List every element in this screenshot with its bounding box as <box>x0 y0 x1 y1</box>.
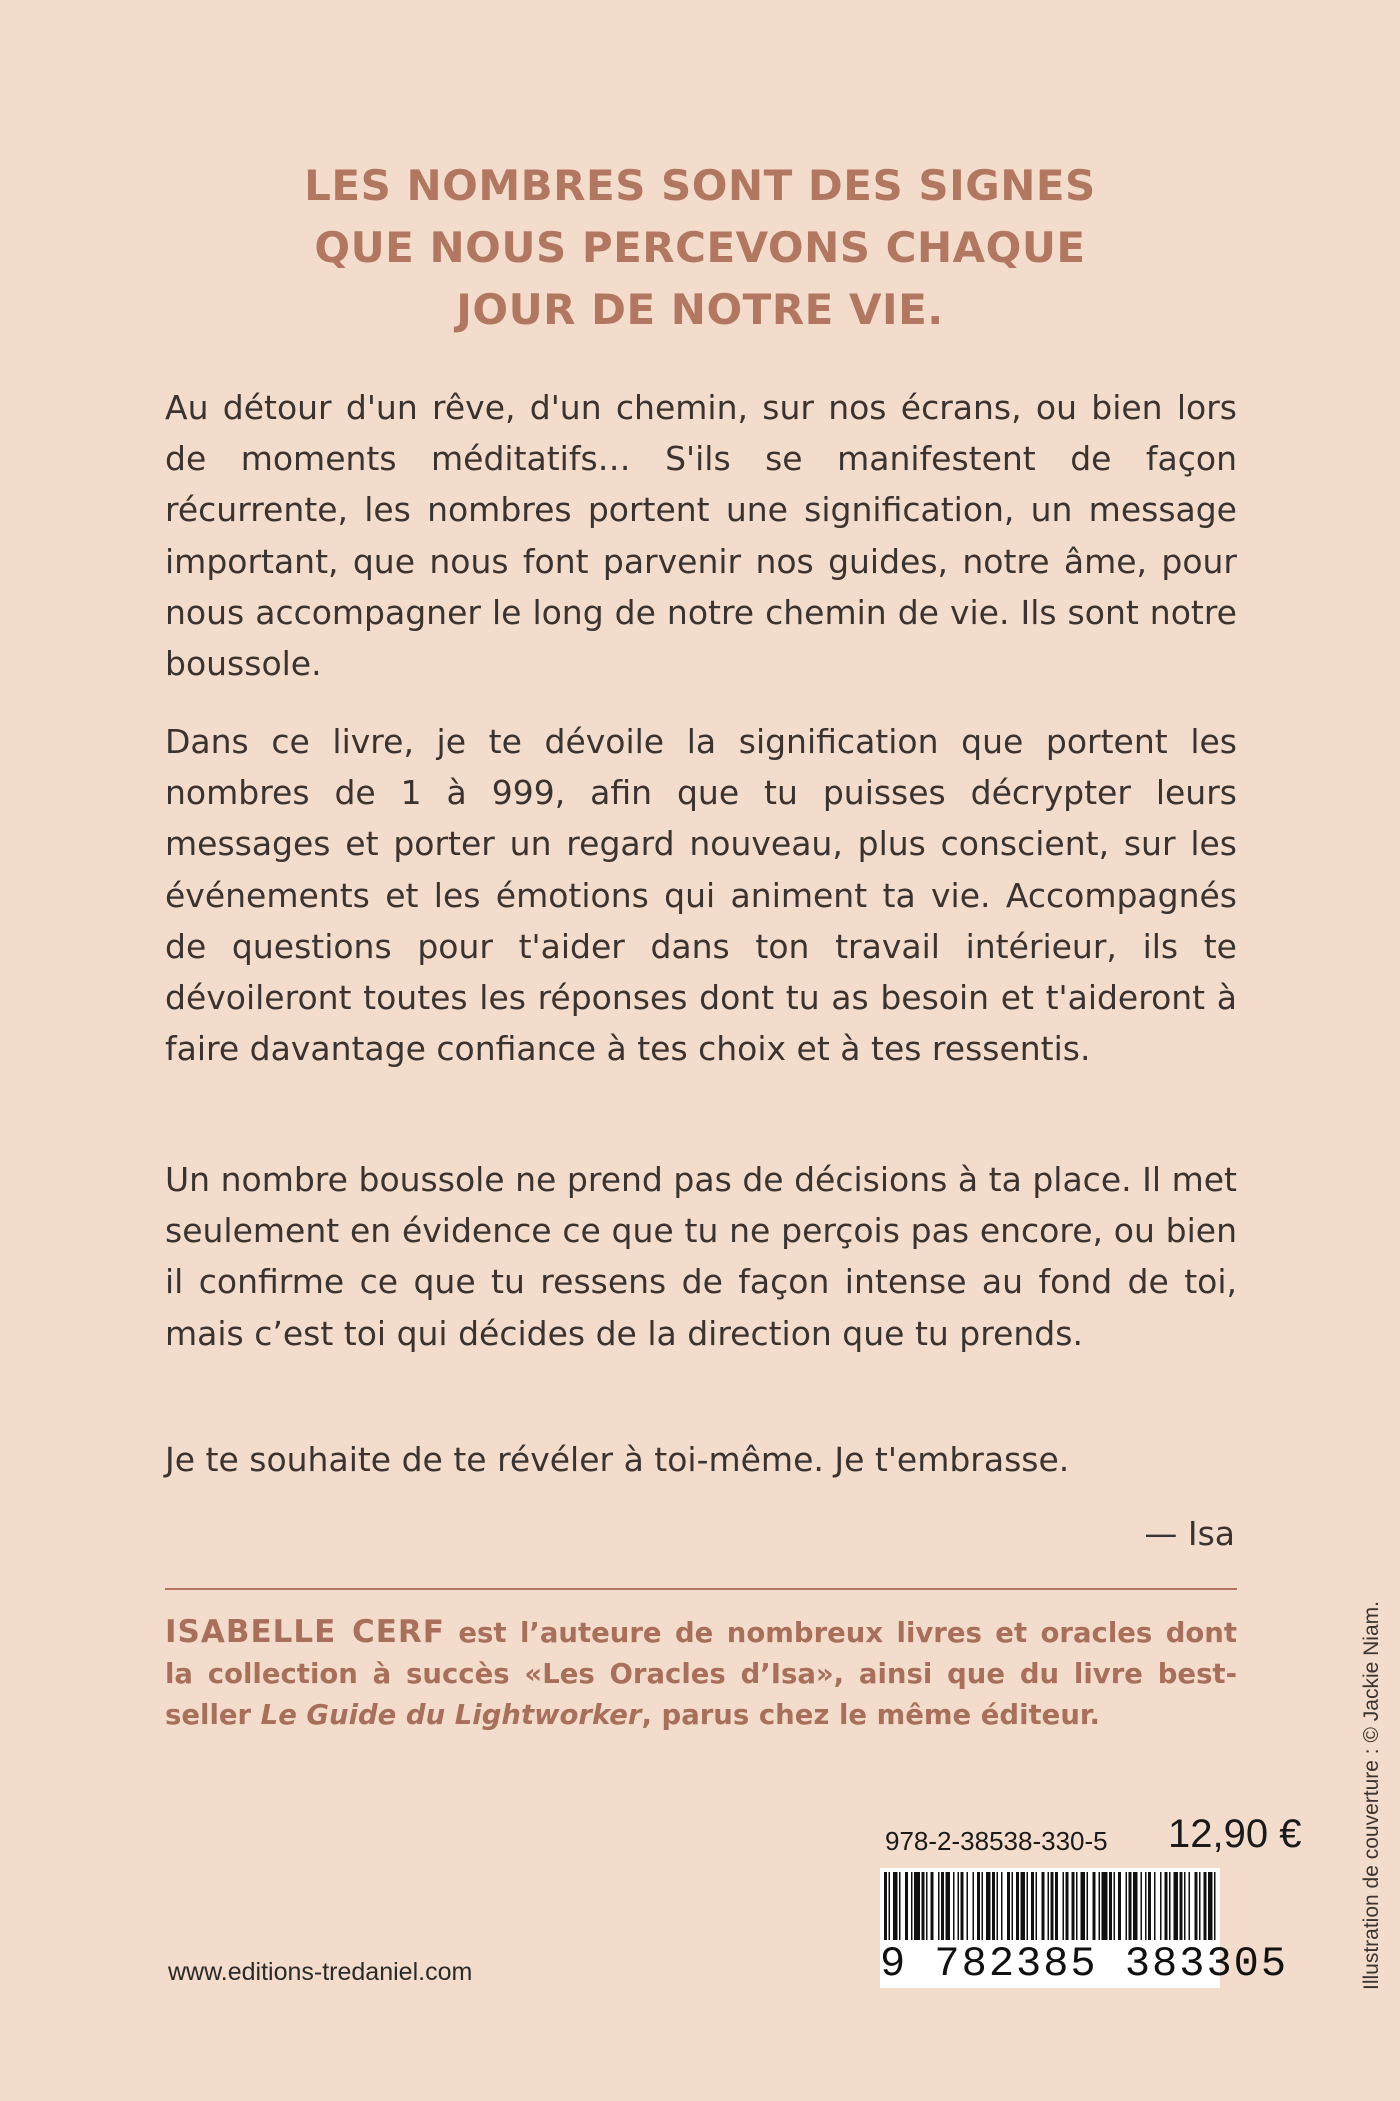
barcode-bar <box>1051 1872 1054 1942</box>
barcode-bar <box>1016 1872 1019 1942</box>
barcode-bar <box>992 1872 995 1942</box>
barcode-bar <box>905 1872 908 1942</box>
barcode-bar <box>1141 1872 1143 1942</box>
barcode-bar <box>931 1872 934 1942</box>
barcode-bar <box>1021 1872 1026 1942</box>
isbn: 978-2-38538-330-5 <box>885 1826 1108 1856</box>
barcode-bar <box>1027 1872 1029 1942</box>
barcode-bar <box>1102 1872 1108 1942</box>
body-paragraph-3: Un nombre boussole ne prend pas de décisions à ta place. Il met seulement en évidence ce que tu ne perçois pas encore, ou bien il confirme ce que tu ressens de façon intense au fond de toi, mais c’est toi qui décides de la direction que tu prends. <box>165 1160 1237 1353</box>
barcode-bar <box>1031 1872 1034 1942</box>
barcode-bar <box>1072 1872 1075 1942</box>
publisher-website: www.editions-tredaniel.com <box>168 1958 473 1986</box>
barcode-bar <box>1109 1872 1112 1942</box>
barcode-bar <box>914 1872 920 1942</box>
author-bio <box>165 1612 1237 1736</box>
barcode-bar <box>1048 1872 1050 1942</box>
barcode-bar <box>1195 1872 1198 1942</box>
barcode-digits: 9 782385 383305 <box>880 1940 1289 1988</box>
barcode-bar <box>1214 1872 1216 1942</box>
barcode-bar <box>1081 1872 1086 1942</box>
body-paragraph-4: Je te souhaite de te révéler à toi-même. Je t'embrasse. <box>165 1440 1070 1479</box>
headline-line-3: JOUR DE NOTRE VIE. <box>456 285 944 334</box>
barcode-bar <box>922 1872 925 1942</box>
barcode-bar <box>941 1872 944 1942</box>
barcode-bar <box>1001 1872 1003 1942</box>
body-paragraph-2: Dans ce livre, je te dévoile la signification que portent les nombres de 1 à 999, afin que tu puisses décrypter leurs messages et porter un regard nouveau, plus conscient, sur les événements et les émotions qui animent ta vie. Accompagnés de questions pour t'aider dans ton travail intérieur, ils te dévoileront toutes les réponses dont tu as besoin et t'aideront à faire davantage confiance à tes choix et à tes ressentis. <box>165 722 1237 1069</box>
barcode-bar <box>967 1872 969 1942</box>
barcode-bar <box>1007 1872 1010 1942</box>
barcode-bar <box>1199 1872 1201 1942</box>
barcode-bar <box>982 1872 984 1942</box>
barcode-bar <box>1118 1872 1121 1942</box>
signature: — Isa <box>1144 1514 1235 1553</box>
barcode-bar <box>1160 1872 1162 1942</box>
barcode-bar <box>973 1872 975 1942</box>
bio-text-1: est l’auteure de nombreux livres et oracles dont la collection à succès «Les Oracles d’Isa», ainsi que du livre best-seller <box>165 1617 1238 1731</box>
barcode-bar <box>986 1872 991 1942</box>
barcode-bar <box>1126 1872 1128 1942</box>
barcode-bar <box>1145 1872 1147 1942</box>
barcode-bar <box>1036 1872 1038 1942</box>
barcode-bar <box>1208 1872 1213 1942</box>
barcode-bar <box>1169 1872 1171 1942</box>
barcode-bar <box>1148 1872 1151 1942</box>
barcode-bar <box>1189 1872 1191 1942</box>
barcode-bar <box>997 1872 999 1942</box>
book-title: Le Guide du Lightworker <box>260 1699 642 1731</box>
barcode-bar <box>1114 1872 1116 1942</box>
barcode-bar <box>893 1872 898 1942</box>
barcode-bar <box>1063 1872 1065 1942</box>
divider-rule <box>165 1588 1237 1590</box>
bio-text-2: , parus chez le même éditeur. <box>641 1699 1101 1731</box>
barcode-bar <box>958 1872 960 1942</box>
barcode-bar <box>1055 1872 1058 1942</box>
barcode-bar <box>1180 1872 1183 1942</box>
headline <box>165 155 1235 341</box>
barcode-bar <box>1174 1872 1179 1942</box>
barcode-bar <box>1129 1872 1132 1942</box>
headline-line-1: LES NOMBRES SONT DES SIGNES <box>304 161 1096 210</box>
cover-credit: Illustration de couverture : © Jackie Niam. <box>1360 1601 1383 1990</box>
barcode-bar <box>1076 1872 1078 1942</box>
barcode-bar <box>1066 1872 1069 1942</box>
barcode-bar <box>926 1872 928 1942</box>
barcode-bar <box>946 1872 951 1942</box>
barcode-bar <box>1099 1872 1101 1942</box>
barcode-bar <box>911 1872 913 1942</box>
headline-line-2: QUE NOUS PERCEVONS CHAQUE <box>314 223 1086 272</box>
barcode-bar <box>1042 1872 1045 1942</box>
barcode-bar <box>938 1872 940 1942</box>
barcode-bar <box>889 1872 891 1942</box>
barcode-bar <box>1165 1872 1168 1942</box>
barcode-bar <box>1012 1872 1014 1942</box>
barcode-bar <box>1184 1872 1186 1942</box>
barcode-bar <box>884 1872 887 1942</box>
barcode-bar <box>1204 1872 1207 1942</box>
barcode-bar <box>961 1872 964 1942</box>
price: 12,90 € <box>1168 1812 1302 1856</box>
barcode-bar <box>977 1872 980 1942</box>
barcode-bar <box>1093 1872 1096 1942</box>
cover-credit-wrap <box>1338 1520 1383 1990</box>
barcode-bar <box>899 1872 901 1942</box>
barcode-bar <box>1154 1872 1156 1942</box>
body-paragraph-1: Au détour d'un rêve, d'un chemin, sur nos écrans, ou bien lors de moments méditatifs… S'ils se manifestent de façon récurrente, les nombres portent une signification, un message important, que nous font parvenir nos guides, notre âme, pour nous accompagner le long de notre chemin de vie. Ils sont notre boussole. <box>165 388 1237 684</box>
author-name: ISABELLE CERF <box>165 1614 445 1650</box>
barcode-bar <box>1087 1872 1089 1942</box>
barcode-bar <box>953 1872 955 1942</box>
barcode-bar <box>1133 1872 1138 1942</box>
